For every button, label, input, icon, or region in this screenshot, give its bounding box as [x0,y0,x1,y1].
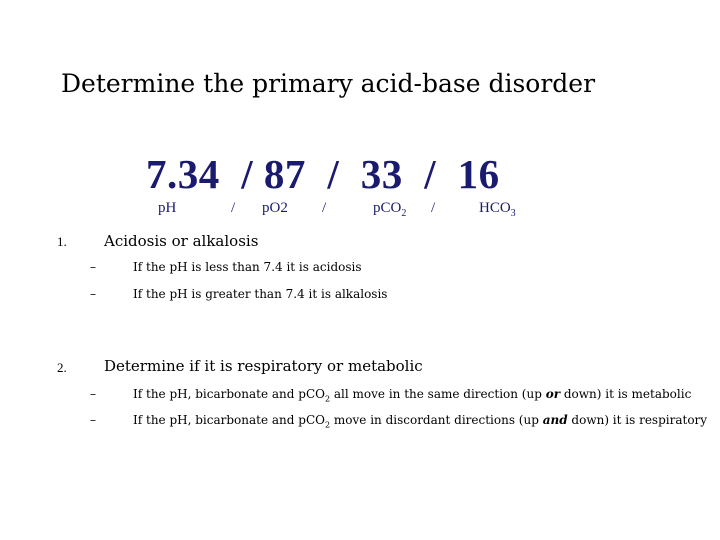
bullet-text: If the pH is greater than 7.4 it is alkalosis [133,287,388,301]
bullet-dash: – [90,413,96,427]
bullet-text: If the pH is less than 7.4 it is acidosis [133,260,362,274]
bullet-text [133,387,691,403]
bullet-dash: – [90,260,96,274]
label-separator: / [322,200,327,216]
hco3-label-subscript: 3 [510,208,516,219]
bullet-subscript: 2 [324,420,331,430]
bullet-text-part: all move in the same direction (up [330,387,546,401]
pco2-label-text: pCO [373,200,402,216]
bullet-text-part: down) it is metabolic [560,387,692,401]
bullet-dash: – [90,287,96,301]
step-heading: Acidosis or alkalosis [104,232,259,250]
emphasis-word: or [545,387,561,401]
bullet-subscript: 2 [324,394,331,404]
hco3-label [479,200,516,219]
bullet-text-part: If the pH, bicarbonate and pCO [133,413,325,427]
blood-gas-values: 7.34 / 87 / 33 / 16 [146,151,500,197]
step-heading: Determine if it is respiratory or metabolic [104,357,423,375]
pco2-label [373,200,406,219]
bullet-text-part: move in discordant directions (up [330,413,543,427]
pco2-label-subscript: 2 [401,208,407,219]
bullet-text-part: down) it is respiratory [567,413,708,427]
ph-label: pH [158,200,177,216]
bullet-text-part: If the pH, bicarbonate and pCO [133,387,325,401]
label-separator: / [431,200,436,216]
bullet-dash: – [90,387,96,401]
emphasis-word: and [542,413,568,427]
bullet-text [133,413,707,429]
step-number: 2. [57,360,67,375]
slide-title: Determine the primary acid-base disorder [61,69,596,98]
po2-label: pO2 [262,200,288,216]
hco3-label-text: HCO [479,200,511,216]
step-number: 1. [57,234,67,249]
label-separator: / [231,200,236,216]
